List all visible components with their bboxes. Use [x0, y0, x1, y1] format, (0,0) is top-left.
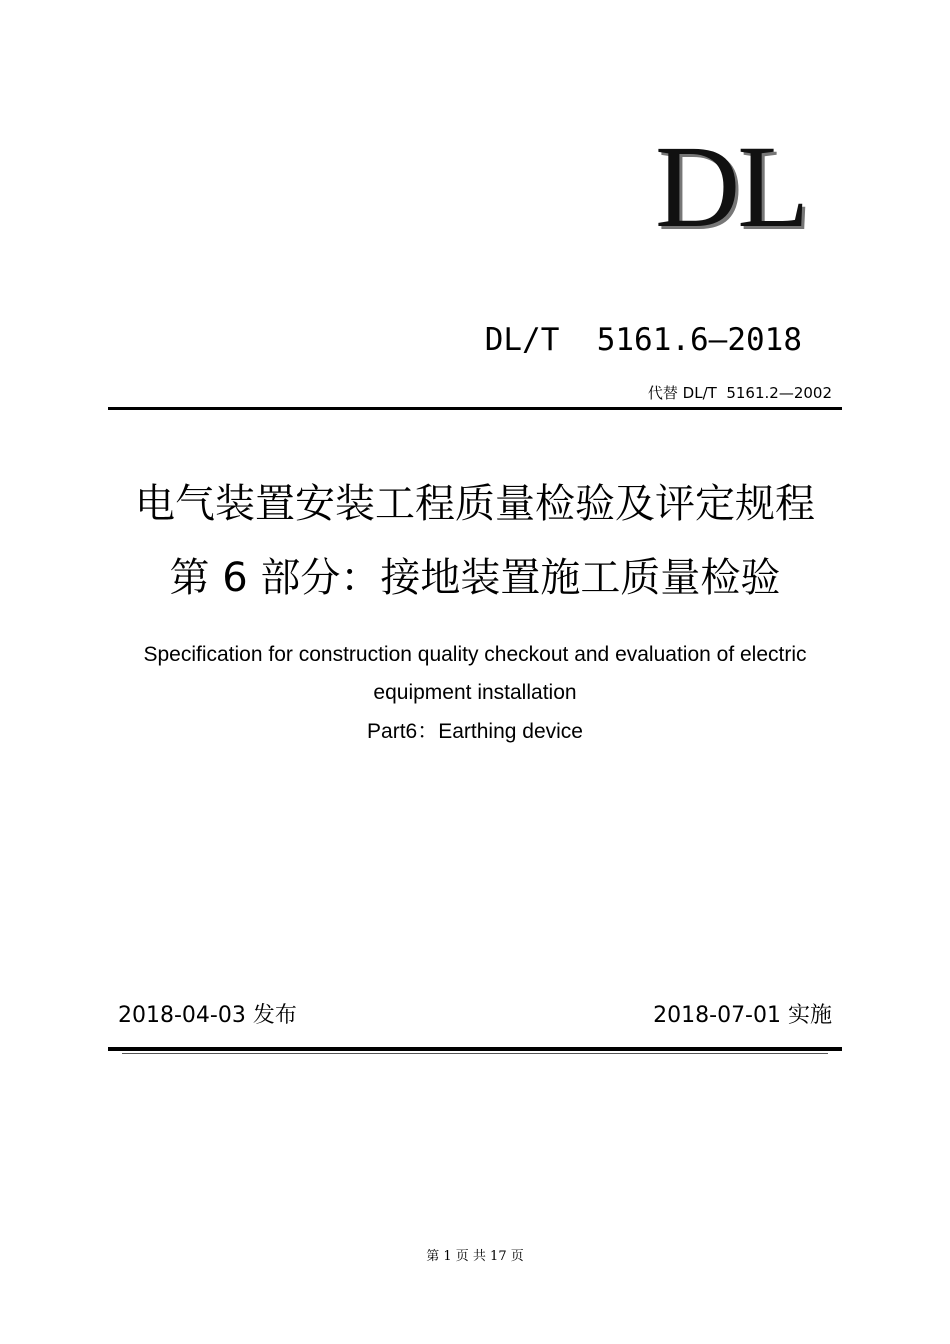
replaces-standard: 代替 DL/T 5161.2—2002 — [647, 384, 832, 402]
header-divider — [108, 407, 842, 410]
title-en-line2: equipment installation — [373, 681, 577, 704]
implement-date: 2018-07-01 实施 — [653, 1003, 832, 1028]
title-cn-line1: 电气装置安装工程质量检验及评定规程 — [135, 481, 815, 527]
title-cn-line2: 第 6 部分：接地装置施工质量检验 — [169, 555, 781, 601]
standard-number: DL/T 5161.6—2018 — [484, 322, 802, 358]
footer-divider — [108, 1047, 842, 1051]
page-number: 第 1 页 共 17 页 — [426, 1249, 524, 1264]
footer-divider-thin — [122, 1053, 828, 1054]
dl-logo: DL — [655, 121, 807, 252]
publish-date: 2018-04-03 发布 — [118, 1003, 297, 1028]
title-en-line3: Part6：Earthing device — [367, 720, 583, 743]
title-en-line1: Specification for construction quality checkout and evaluation of electric — [143, 643, 807, 666]
